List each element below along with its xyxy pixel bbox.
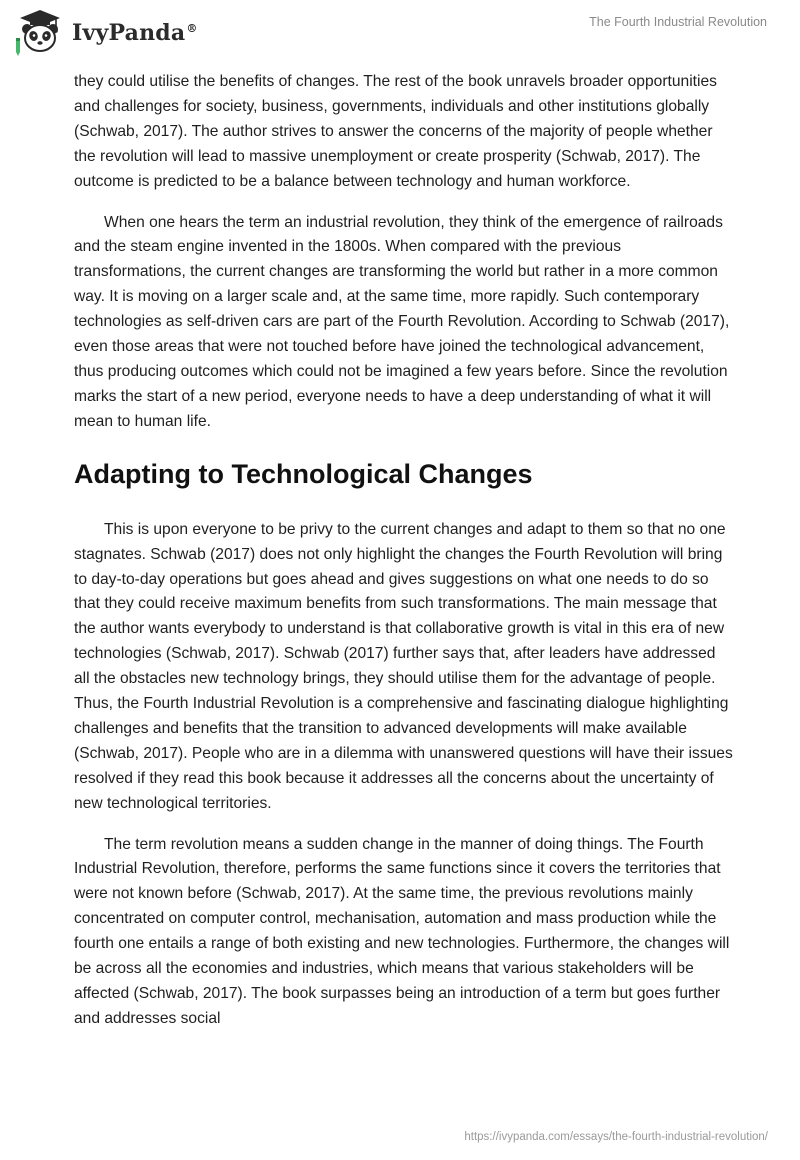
logo[interactable] <box>14 8 198 56</box>
logo-text: IvyPanda® <box>72 20 198 46</box>
paragraph: This is upon everyone to be privy to the current changes and adapt to them so that no one stagnates. Schwab (2017) does not only highlight the changes the Fourth Revolution will bring to day-to-day operations but goes ahead and gives suggestions on what one needs to do so that they could receive maximum benefits from such transformations. The main message that the author wants everybody to understand is that collaborative growth is vital in this era of new technologies (Schwab, 2017). Schwab (2017) further says that, after leaders have addressed all the obstacles new technology brings, they should utilise them for the advantage of people. Thus, the Fourth Industrial Revolution is a comprehensive and fascinating dialogue highlighting challenges and benefits that the transition to advanced developments will make available (Schwab, 2017). People who are in a dilemma with unanswered questions will have their issues resolved if they read this book because it addresses all the concerns about the uncertainty of new technological territories. <box>74 520 733 812</box>
section-heading: Adapting to Technological Changes <box>74 458 533 489</box>
essay-content <box>74 70 734 1048</box>
document-title: The Fourth Industrial Revolution <box>589 15 767 29</box>
panda-graduate-icon <box>14 8 66 56</box>
paragraph: The term revolution means a sudden change in the manner of doing things. The Fourth Industrial Revolution, therefore, performs the same functions since it covers the territories that were not known before (Schwab, 2017). At the same time, the previous revolutions mainly concentrated on computer control, mechanisation, automation and mass production while the fourth one entails a range of both existing and new technologies. Furthermore, the changes will be across all the economies and industries, which means that various stakeholders will be affected (Schwab, 2017). The book surpasses being an introduction of a term but goes further and addresses social <box>74 835 730 1027</box>
paragraph: When one hears the term an industrial revolution, they think of the emergence of railroads and the steam engine invented in the 1800s. When compared with the previous transformations, the current changes are transforming the world but rather in a more common way. It is moving on a larger scale and, at the same time, more rapidly. Such contemporary technologies as self-driven cars are part of the Fourth Revolution. According to Schwab (2017), even those areas that were not touched before have joined the technological advancement, thus producing outcomes which could not be imagined a few years before. Since the revolution marks the start of a new period, everyone needs to have a deep understanding of what it will mean to human life. <box>74 213 730 430</box>
source-url-link[interactable]: https://ivypanda.com/essays/the-fourth-industrial-revolution/ <box>464 1131 768 1143</box>
paragraph: they could utilise the benefits of changes. The rest of the book unravels broader opportunities and challenges for society, business, governments, individuals and other institutions globally (Schwab, 2017). The author strives to answer the concerns of the majority of people whether the revolution will lead to massive unemployment or create prosperity (Schwab, 2017). The outcome is predicted to be a balance between technology and human workforce. <box>74 73 717 190</box>
page-header <box>0 0 800 70</box>
